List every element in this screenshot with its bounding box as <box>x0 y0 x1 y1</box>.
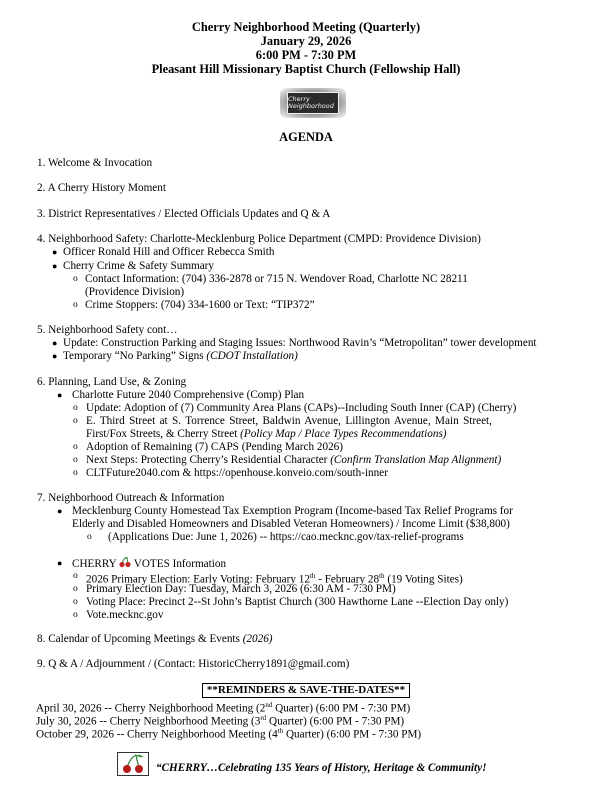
reminder-date <box>36 725 421 742</box>
reminders-title: **REMINDERS & SAVE-THE-DATES** <box>202 683 410 698</box>
list-item: (Providence Division) <box>85 286 185 298</box>
agenda-item-text: 8. Calendar of Upcoming Meetings & Events <box>37 633 243 645</box>
list-item: Update: Construction Parking and Staging Issues: Northwood Ravin’s “Metropolitan” tower development <box>63 337 537 349</box>
agenda-title: AGENDA <box>279 130 333 144</box>
superscript: rd <box>260 714 267 722</box>
circle-bullet-icon: o <box>87 532 92 542</box>
bullet-icon: ● <box>52 351 58 361</box>
agenda-item-6: 6. Planning, Land Use, & Zoning <box>37 376 187 388</box>
list-item-note: (Confirm Translation Map Alignment) <box>330 454 502 466</box>
superscript: th <box>277 727 284 735</box>
list-item: E. Third Street at S. Torrence Street, Baldwin Avenue, Lillington Avenue, Main Street, <box>86 415 492 427</box>
agenda-item-4: 4. Neighborhood Safety: Charlotte-Mecklenburg Police Department (CMPD: Providence Division) <box>37 233 481 245</box>
list-item: Update: Adoption of (7) Community Area Plans (CAPs)--Including South Inner (CAP) (Cherry) <box>86 402 517 414</box>
meeting-date: January 29, 2026 <box>260 34 352 48</box>
reminder-text: October 29, 2026 -- Cherry Neighborhood Meeting (4 <box>36 728 278 741</box>
list-item-text: - February 28 <box>315 573 380 586</box>
superscript: th <box>309 572 316 580</box>
agenda-item-7: 7. Neighborhood Outreach & Information <box>37 492 225 504</box>
bullet-icon: ● <box>52 261 58 271</box>
list-item <box>72 557 226 571</box>
superscript: nd <box>265 701 273 709</box>
agenda-item-5: 5. Neighborhood Safety cont… <box>37 324 178 336</box>
list-item: Contact Information: (704) 336-2878 or 715 N. Wendover Road, Charlotte NC 28211 <box>85 273 468 285</box>
list-item: Mecklenburg County Homestead Tax Exemption Program (Income-based Tax Relief Programs for <box>72 505 513 517</box>
list-item: Crime Stoppers: (704) 334-1600 or Text: “TIP372” <box>85 299 315 311</box>
reminder-text: Quarter) (6:00 PM - 7:30 PM) <box>283 728 422 741</box>
cherry-logo-icon <box>117 752 149 776</box>
reminder-text: April 30, 2026 -- Cherry Neighborhood Meeting (2 <box>36 702 266 715</box>
list-item: Adoption of Remaining (7) CAPS (Pending March 2026) <box>86 441 343 453</box>
bullet-icon: ● <box>52 338 58 348</box>
list-item: Vote.mecknc.gov <box>86 609 164 621</box>
list-item-note: (CDOT Installation) <box>206 350 298 362</box>
footer-slogan: “CHERRY…Celebrating 135 Years of History, Heritage & Community! <box>156 762 487 774</box>
circle-bullet-icon: o <box>73 455 78 465</box>
circle-bullet-icon: o <box>73 571 78 581</box>
list-item: Elderly and Disabled Homeowners and Disabled Veteran Homeowners) / Income Limit ($38,800) <box>72 518 510 530</box>
list-item <box>86 454 501 467</box>
bullet-icon: ● <box>52 247 58 257</box>
circle-bullet-icon: o <box>73 468 78 478</box>
bullet-icon: ● <box>57 506 63 516</box>
logo-text: Cherry Neighborhood <box>287 92 339 114</box>
superscript: th <box>379 572 385 580</box>
bullet-icon: ● <box>57 390 63 400</box>
circle-bullet-icon: o <box>73 416 78 426</box>
agenda-item-9: 9. Q & A / Adjournment / (Contact: HistoricCherry1891@gmail.com) <box>37 658 350 670</box>
list-item: Officer Ronald Hill and Officer Rebecca Smith <box>63 246 275 258</box>
cherry-neighborhood-logo <box>280 88 346 118</box>
circle-bullet-icon: o <box>73 597 78 607</box>
circle-bullet-icon: o <box>73 442 78 452</box>
cherries-icon <box>118 753 148 775</box>
reminder-text: Quarter) (6:00 PM - 7:30 PM) <box>272 702 411 715</box>
agenda-item-1: 1. Welcome & Invocation <box>37 157 153 169</box>
list-item <box>63 350 298 363</box>
list-item-text: 2026 Primary Election: Early Voting: February 12 <box>86 573 310 586</box>
bullet-icon: ● <box>57 558 63 568</box>
list-item <box>86 428 447 441</box>
circle-bullet-icon: o <box>73 610 78 620</box>
reminder-text: Quarter) (6:00 PM - 7:30 PM) <box>266 715 405 728</box>
agenda-item-3: 3. District Representatives / Elected Officials Updates and Q & A <box>37 208 331 220</box>
list-item-note: (Policy Map / Place Types Recommendations) <box>240 428 447 440</box>
circle-bullet-icon: o <box>73 300 78 310</box>
agenda-item-8 <box>37 633 273 646</box>
reminder-text: July 30, 2026 -- Cherry Neighborhood Meeting (3 <box>36 715 261 728</box>
cherry-icon <box>119 557 131 568</box>
list-item: Primary Election Day: Tuesday, March 3, 2026 (6:30 AM - 7:30 PM) <box>86 583 396 595</box>
list-item-text: First/Fox Streets, & Cherry Street <box>86 428 241 440</box>
list-item-text: CHERRY <box>72 558 120 570</box>
list-item-text: Next Steps: Protecting Cherry’s Residential Character <box>86 454 331 466</box>
list-item: CLTFuture2040.com & https://openhouse.konveio.com/south-inner <box>86 467 388 479</box>
agenda-item-2: 2. A Cherry History Moment <box>37 182 166 194</box>
circle-bullet-icon: o <box>73 584 78 594</box>
meeting-title: Cherry Neighborhood Meeting (Quarterly) <box>191 20 421 34</box>
list-item-text: VOTES Information <box>131 558 227 570</box>
list-item: Charlotte Future 2040 Comprehensive (Comp) Plan <box>72 389 305 401</box>
list-item-text: Temporary “No Parking” Signs <box>63 350 207 362</box>
circle-bullet-icon: o <box>73 403 78 413</box>
list-item: Cherry Crime & Safety Summary <box>63 260 215 272</box>
circle-bullet-icon: o <box>73 274 78 284</box>
list-item: Voting Place: Precinct 2--St John’s Baptist Church (300 Hawthorne Lane --Election Day only) <box>86 596 509 608</box>
meeting-location: Pleasant Hill Missionary Baptist Church (Fellowship Hall) <box>151 62 461 76</box>
list-item-text: (19 Voting Sites) <box>384 573 463 586</box>
list-item: (Applications Due: June 1, 2026) -- https://cao.mecknc.gov/tax-relief-programs <box>108 531 464 543</box>
agenda-item-note: (2026) <box>242 633 273 645</box>
meeting-time: 6:00 PM - 7:30 PM <box>255 48 357 62</box>
